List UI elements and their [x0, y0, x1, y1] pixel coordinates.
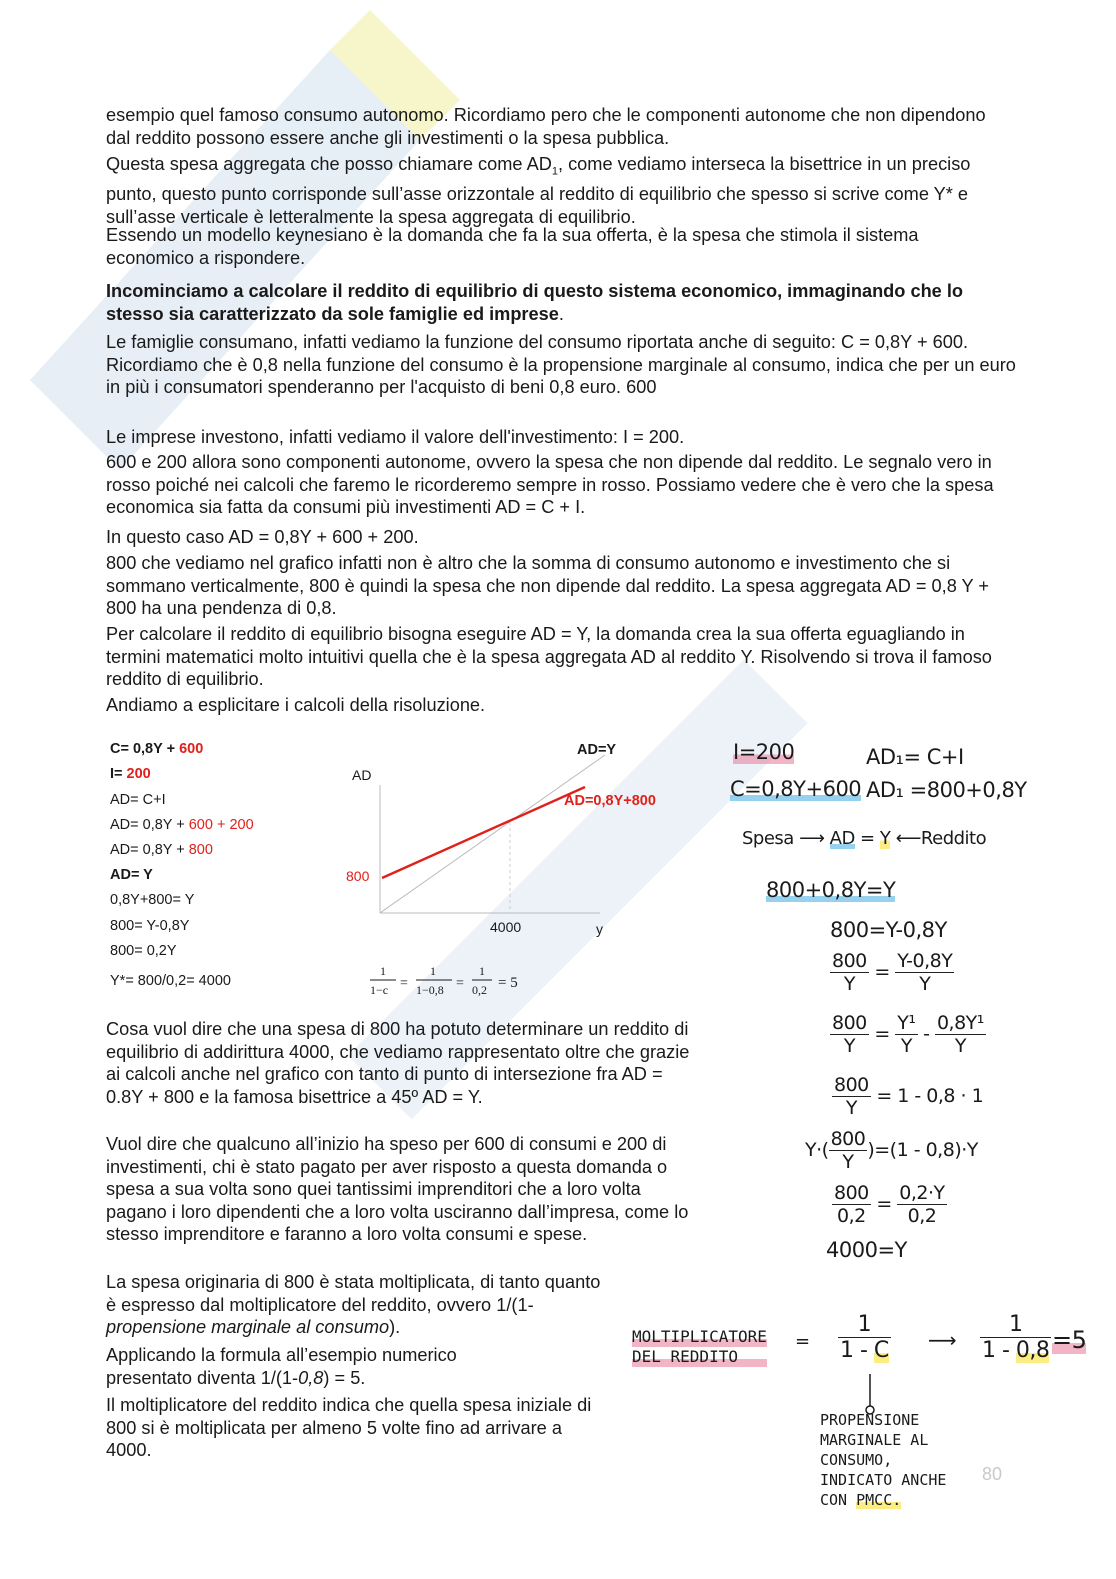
svg-text:1−0,8: 1−0,8 — [416, 983, 444, 997]
paragraph-4: Incominciamo a calcolare il reddito di equilibrio di questo sistema economico, immaginando che lo stesso sia caratterizzato da sole famiglie ed imprese. — [106, 281, 964, 324]
svg-text:=: = — [456, 976, 464, 991]
svg-text:1: 1 — [380, 964, 386, 978]
paragraph-15: Applicando la formula all’esempio numerico presentato diventa 1/(1-0,8) = 5. — [106, 1345, 457, 1388]
hw-step-7: $\frac{800}{0,2}$ = $\frac{0,2\cdot Y}{0,2}$ — [834, 1182, 945, 1227]
label-y-axis: y — [596, 921, 603, 937]
hw-step-5: $\frac{800}{Y}$ = 1 - 0,8 · 1 — [834, 1074, 984, 1119]
label-ad-equals-y: AD=Y — [577, 742, 617, 758]
svg-text:1: 1 — [479, 964, 485, 978]
hw-multiplier-result: =5 — [1052, 1326, 1087, 1354]
hw-multiplier-label: MOLTIPLICATORE DEL REDDITO — [632, 1327, 767, 1366]
equilibrium-graph — [340, 735, 680, 1005]
paragraph-1: esempio quel famoso consumo autonomo. Ricordiamo pero che le componenti autonome che non dipendono dal reddito possono essere anche gli investimenti o la spesa pubblica. — [106, 105, 986, 148]
calc-line-2: I= 200 — [110, 766, 151, 782]
ad-line — [382, 787, 585, 878]
svg-text:0,2: 0,2 — [472, 983, 487, 997]
calc-line-1: C= 0,8Y + 600 — [110, 741, 204, 757]
bisector-line — [380, 755, 605, 913]
paragraph-6: Le imprese investono, infatti vediamo il valore dell'investimento: I = 200. — [106, 427, 685, 447]
hw-step-8: 4000=Y — [826, 1238, 907, 1262]
paragraph-12: Cosa vuol dire che una spesa di 800 ha potuto determinare un reddito di equilibrio di addirittura 4000, che vediamo rappresentato oltre che grazie ai calcoli anche nel grafico con tanto di punto di intersezione fra AD = 0.8Y + 800 e la famosa bisettrice a 45º AD = Y. — [106, 1019, 690, 1107]
calc-line-3: AD= C+I — [110, 792, 166, 808]
paragraph-11: Andiamo a esplicitare i calcoli della risoluzione. — [106, 695, 486, 715]
paragraph-10: Per calcolare il reddito di equilibrio bisogna eseguire AD = Y, la domanda crea la sua offerta eguagliando in termini matematici molto intuitivi quella che è la spesa aggregata AD al reddito Y. Risolvendo si trova il famoso reddito di equilibrio. — [106, 624, 992, 690]
calc-line-9: 800= 0,2Y — [110, 943, 177, 959]
hw-step-2: 800=Y-0,8Y — [830, 918, 947, 942]
hw-step-6: Y·( $\frac{800}{Y}$ )=(1 - 0,8)·Y — [805, 1128, 978, 1173]
paragraph-14: La spesa originaria di 800 è stata moltiplicata, di tanto quanto è espresso dal moltiplicatore del reddito, ovvero 1/(1-propensione marginale al consumo). — [106, 1272, 601, 1338]
paragraph-13: Vuol dire che qualcuno all’inizio ha speso per 600 di consumi e 200 di investimenti, chi è stato pagato per aver risposto a questa domanda o spesa a sua volta sono quei tantissimi imprenditori che a loro volta pagano i loro dipendenti che a loro volta usciranno dall’impresa, come lo stesso imprenditore e faranno a loro volta consumi e spese. — [106, 1134, 689, 1245]
paragraph-16: Il moltiplicatore del reddito indica che quella spesa iniziale di 800 si è moltiplicata per almeno 5 volte fino ad arrivare a 4000. — [106, 1395, 592, 1461]
page-number: 80 — [981, 1464, 1002, 1484]
calc-line-10: Y*= 800/0,2= 4000 — [110, 973, 231, 989]
label-ad-axis: AD — [352, 767, 372, 783]
svg-text:=: = — [400, 976, 408, 991]
hw-spesa-row: Spesa ⟶ AD = Y ⟵Reddito — [742, 828, 987, 849]
hw-step-4: $\frac{800}{Y}$ = $\frac{\text{Y¹}}{Y}$ - $\frac{\text{0,8Y¹}}{Y}$ — [832, 1012, 984, 1057]
label-800: 800 — [346, 868, 370, 884]
hw-multiplier-frac2: $\frac{1}{1 - 0,8}$ — [982, 1312, 1050, 1363]
svg-text:= 5: = 5 — [498, 975, 518, 991]
label-ad-line: AD=0,8Y+800 — [564, 793, 656, 809]
hw-consumption: C=0,8Y+600 — [730, 777, 862, 801]
hw-ad1-b: AD₁ =800+0,8Y — [866, 778, 1027, 802]
calc-line-5: AD= 0,8Y + 800 — [110, 842, 213, 858]
svg-text:1−c: 1−c — [370, 983, 389, 997]
hw-multiplier-arrow: ⟶ — [928, 1328, 957, 1352]
paragraph-7: 600 e 200 allora sono componenti autonome, ovvero la spesa che non dipende dal reddito. Le segnalo vero in rosso poiché nei calcoli che faremo le ricorderemo sempre in rosso. Possiamo vedere che è vero che la spesa economica sia fatta da consumi più investimenti AD = C + I. — [106, 452, 994, 518]
paragraph-5: Le famiglie consumano, infatti vediamo la funzione del consumo riportata anche di seguito: C = 0,8Y + 600. Ricordiamo che è 0,8 nella funzione del consumo è la propensione marginale al consumo, indica che per un euro in più i consumatori spenderanno per l'acquisto di beni 0,8 euro. 600 — [106, 332, 1016, 398]
calc-line-6: AD= Y — [110, 867, 153, 883]
paragraph-8: In questo caso AD = 0,8Y + 600 + 200. — [106, 527, 419, 547]
hw-ad1-a: AD₁= C+I — [866, 745, 964, 769]
calc-line-4: AD= 0,8Y + 600 + 200 — [110, 817, 254, 833]
calc-line-7: 0,8Y+800= Y — [110, 892, 195, 908]
svg-text:1: 1 — [430, 964, 436, 978]
hw-multiplier-eq: = — [795, 1331, 810, 1352]
paragraph-3: Essendo un modello keynesiano è la domanda che fa la sua offerta, è la spesa che stimola il sistema economico a rispondere. — [106, 225, 919, 268]
hw-investment: I=200 — [733, 740, 795, 764]
hw-pmcc-note: PROPENSIONE MARGINALE AL CONSUMO, INDICATO ANCHE CON PMCC. — [820, 1411, 947, 1509]
hw-step-3: $\frac{800}{Y}$ = $\frac{Y-0,8Y}{Y}$ — [832, 950, 953, 995]
hw-multiplier-frac: $\frac{1}{1 - C}$ — [840, 1312, 889, 1363]
label-4000: 4000 — [490, 919, 522, 935]
hw-step-1: 800+0,8Y=Y — [766, 878, 896, 902]
multiplier-formula — [370, 964, 518, 997]
paragraph-9: 800 che vediamo nel grafico infatti non è altro che la somma di consumo autonomo e investimento che si sommano verticalmente, 800 è quindi la spesa che non dipende dal reddito. La spesa aggregata AD = 0,8 Y + 800 ha una pendenza di 0,8. — [106, 553, 990, 619]
calc-line-8: 800= Y-0,8Y — [110, 918, 190, 934]
paragraph-2: Questa spesa aggregata che posso chiamare come $AD_1$, come vediamo interseca la bisettrice in un preciso punto, questo punto corrisponde sull’asse orizzontale al reddito di equilibrio che spesso si scrive come Y* e sull’asse verticale è letteralmente la spesa aggregata di equilibrio. — [106, 154, 971, 227]
